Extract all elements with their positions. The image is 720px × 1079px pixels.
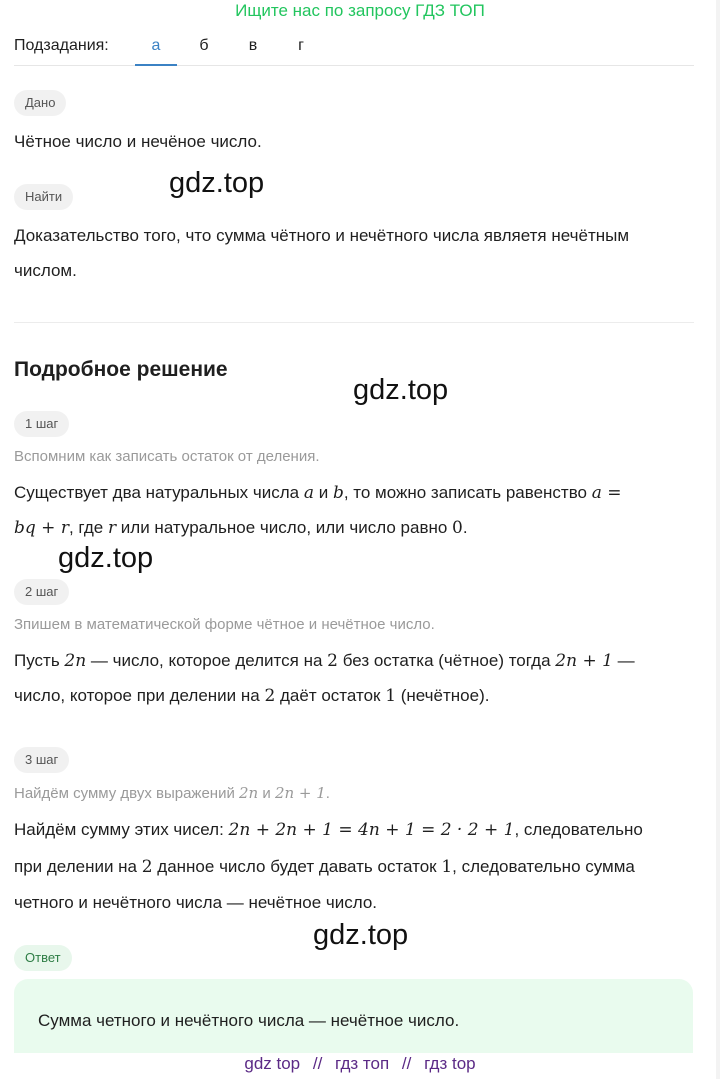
tab-g[interactable]: г: [298, 37, 304, 54]
step1-hint: Вспомним как записать остаток от деления.: [14, 448, 320, 465]
step3-line3: четного и нечётного числа — нечётное число.: [14, 893, 378, 912]
footer-link-gdz-top-ru[interactable]: гдз топ: [335, 1054, 390, 1073]
subtasks-label: Подзадания:: [14, 37, 109, 54]
footer-separator: //: [401, 1054, 412, 1073]
watermark: gdz.top: [313, 919, 409, 951]
answer-box: [14, 979, 693, 1053]
answer-text: Сумма четного и нечётного числа — нечётное число.: [38, 1011, 460, 1030]
step3-line1: Найдём сумму этих чисел: 2n + 2n + 1 = 4n + 1 = 2 · 2 + 1, следовательно: [14, 820, 643, 840]
scrollbar[interactable]: [716, 0, 720, 1079]
step2-chip: 2 шаг: [14, 579, 69, 605]
step3-line2: при делении на 2 данное число будет давать остаток 1, следовательно сумма: [14, 857, 635, 877]
footer-links: [0, 1052, 720, 1076]
given-chip: Дано: [14, 90, 66, 116]
find-chip: Найти: [14, 184, 73, 210]
step1-line1: Существует два натуральных числа a и b, то можно записать равенство a =: [14, 483, 622, 503]
subtasks-bar: [14, 34, 694, 66]
divider: [14, 322, 694, 323]
step1-line2: bq + r, где r или натуральное число, или число равно 0.: [14, 518, 468, 538]
tab-a[interactable]: а: [135, 37, 177, 66]
watermark: gdz.top: [169, 167, 265, 199]
find-text-line2: числом.: [14, 261, 77, 280]
step2-line2: число, которое при делении на 2 даёт остаток 1 (нечётное).: [14, 686, 490, 706]
find-text-line1: Доказательство того, что сумма чётного и нечётного числа являетя нечётным: [14, 226, 630, 245]
solution-title: Подробное решение: [14, 358, 228, 381]
footer-separator: //: [312, 1054, 323, 1073]
step3-chip: 3 шаг: [14, 747, 69, 773]
tab-v[interactable]: в: [248, 37, 258, 54]
footer-link-gdz-top-mixed[interactable]: гдз top: [424, 1054, 476, 1073]
search-banner: Ищите нас по запросу ГДЗ ТОП: [235, 1, 485, 20]
footer-link-gdz-top[interactable]: gdz top: [244, 1054, 301, 1073]
watermark: gdz.top: [353, 374, 449, 406]
step2-line1: Пусть 2n — число, которое делится на 2 без остатка (чётное) тогда 2n + 1 —: [14, 651, 635, 671]
given-text: Чётное число и нечёное число.: [14, 132, 262, 151]
step3-hint: Найдём сумму двух выражений 2n и 2n + 1.: [14, 784, 330, 802]
tab-b[interactable]: б: [199, 37, 209, 54]
step2-hint: Зпишем в математической форме чётное и нечётное число.: [14, 616, 435, 633]
step1-chip: 1 шаг: [14, 411, 69, 437]
watermark: gdz.top: [58, 542, 154, 574]
answer-chip: Ответ: [14, 945, 72, 971]
